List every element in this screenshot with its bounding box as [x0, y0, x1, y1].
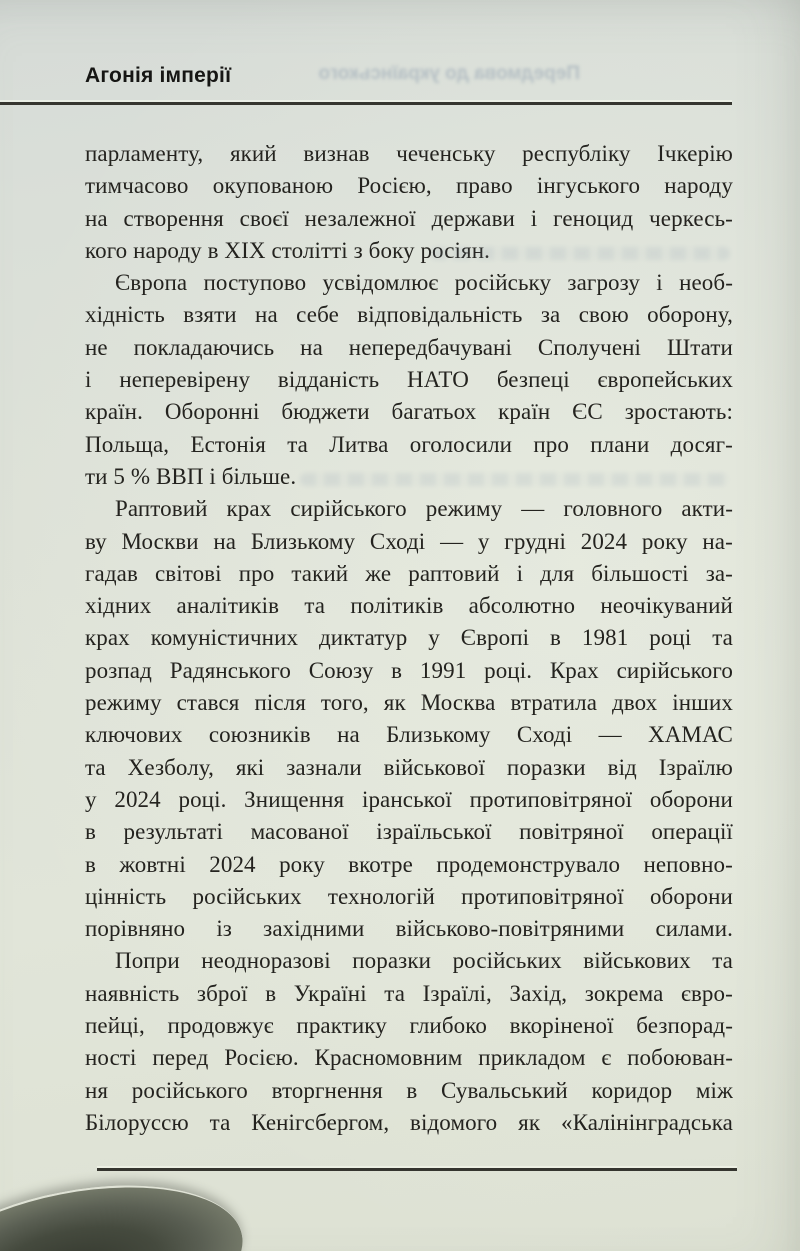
text-line: хідних аналітиків та політиків абсолютно неочікуваний: [85, 593, 733, 619]
text-line: парламенту, який визнав чеченську республіку Ічкерію: [85, 141, 733, 166]
bleed-through-smudge: [430, 247, 730, 260]
text-line: на створення своєї незалежної держави і геноцид черкесь-: [85, 205, 733, 231]
header-rule: [0, 102, 732, 105]
text-line: Білоруссю та Кенігсбергом, відомого як «Калінінградська: [85, 1109, 733, 1135]
text-line: в результаті масованої ізраїльської повітряної операції: [85, 819, 733, 845]
text-line: не покладаючись на непередбачувані Сполучені Штати: [85, 334, 733, 360]
text-line: країн. Оборонні бюджети багатьох країн ЄС зростають:: [85, 399, 733, 425]
text-line: тимчасово окупованою Росією, право інгуського народу: [85, 173, 733, 199]
text-line: ня російського вторгнення в Сувальський коридор між: [85, 1077, 733, 1103]
text-line: режиму стався після того, як Москва втратила двох інших: [85, 690, 733, 716]
text-line: Польща, Естонія та Литва оголосили про плани досяг-: [85, 431, 733, 457]
text-line: ності перед Росією. Красномовним прикладом є побоюван-: [85, 1045, 733, 1071]
text-line: у 2024 році. Знищення іранської протиповітряної оборони: [85, 786, 733, 812]
text-line: крах комуністичних диктатур у Європі в 1981 році та: [85, 625, 733, 651]
page-corner-shadow: [0, 1160, 256, 1251]
text-line: ву Москви на Близькому Сході — у грудні 2024 року на-: [85, 528, 733, 554]
bleed-through-text: Передмова до українського: [318, 63, 580, 84]
text-line: Попри неодноразові поразки російських військових та: [115, 948, 733, 974]
text-line: і неперевірену відданість НАТО безпеці європейських: [85, 367, 733, 393]
text-line: наявність зброї в Україні та Ізраїлі, Захід, зокрема євро-: [85, 980, 733, 1006]
text-line: гадав світові про такий же раптовий і для більшості за-: [85, 560, 733, 586]
text-line: цінність російських технологій протиповітряної оборони: [85, 883, 733, 909]
running-header: Агонія імперії: [85, 64, 232, 87]
text-line: в жовтні 2024 року вкотре продемонструвало неповно-: [85, 851, 733, 877]
body-text: [85, 138, 733, 1139]
text-line: Раптовий крах сирійського режиму — головного акти-: [115, 496, 733, 522]
text-line: розпад Радянського Союзу в 1991 році. Крах сирійського: [85, 657, 733, 683]
text-line: Європа поступово усвідомлює російську загрозу і необ-: [115, 270, 733, 296]
text-line: та Хезболу, які зазнали військової поразки від Ізраїлю: [85, 754, 733, 780]
text-line: пейці, продовжує практику глибоко вкоріненої безпорад-: [85, 1013, 733, 1039]
text-line: кого народу в XIX столітті з боку росіян.: [85, 237, 490, 263]
bleed-through-smudge: [300, 473, 730, 486]
text-line: ти 5 % ВВП і більше.: [85, 463, 297, 489]
text-line: хідність взяти на себе відповідальність за свою оборону,: [85, 302, 733, 328]
text-line: ключових союзників на Близькому Сході — ХАМАС: [85, 722, 733, 748]
text-line: порівняно із західними військово-повітряними силами.: [85, 916, 733, 942]
footer-rule: [97, 1168, 737, 1171]
